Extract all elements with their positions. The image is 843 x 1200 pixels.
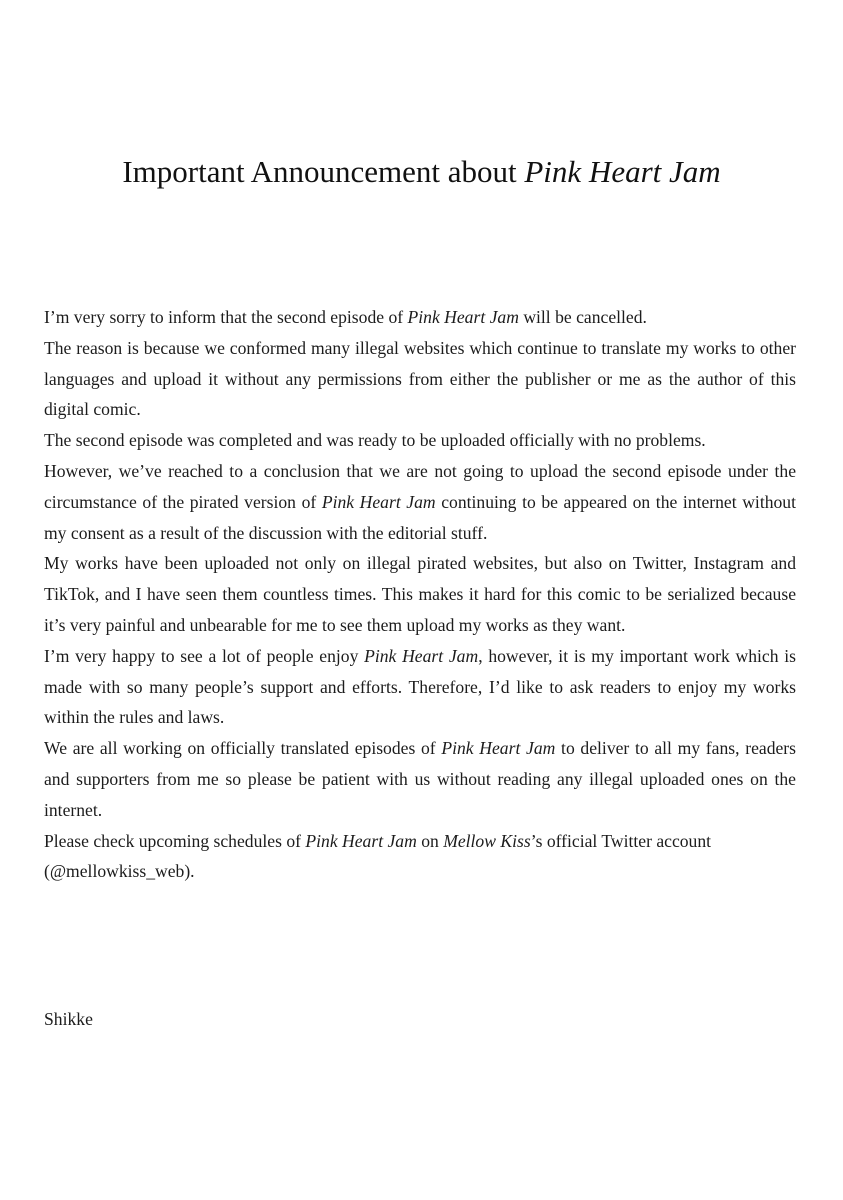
paragraph-piracy (44, 548, 796, 640)
title-emphasis: Pink Heart Jam (524, 154, 721, 189)
paragraph-text: However, we’ve reached to a conclusion that we are not going to upload the second episode under the circumstance of the pirated version of (44, 460, 796, 512)
paragraph-text: Please check upcoming schedules of (44, 830, 306, 851)
paragraph-schedule (44, 826, 796, 888)
paragraph-emphasis: Pink Heart Jam (407, 307, 519, 327)
author-signature: Shikke (44, 1009, 93, 1029)
announcement-body (44, 302, 796, 887)
paragraph-conclusion (44, 456, 796, 548)
paragraph-request (44, 641, 796, 733)
paragraph-text: I’m very sorry to inform that the second episode of (44, 307, 408, 327)
paragraph-emphasis: Pink Heart Jam (441, 738, 556, 759)
title-prefix: Important Announcement about (122, 154, 525, 189)
paragraph-emphasis: Pink Heart Jam (364, 645, 479, 666)
paragraph-text: The second episode was completed and was ready to be uploaded officially with no problems. (44, 430, 706, 451)
paragraph-emphasis: Pink Heart Jam (305, 830, 417, 851)
paragraph-text: I’m very happy to see a lot of people enjoy (44, 645, 365, 666)
paragraph-reason (44, 333, 796, 425)
paragraph-text: to deliver to all my fans, readers and supporters from me so please be patient with us without reading any illegal uploaded ones on the internet. (44, 738, 797, 820)
announcement-title (0, 150, 843, 194)
paragraph-text: will be cancelled. (518, 307, 647, 327)
paragraph-text: continuing to be appeared on the internet without my consent as a result of the discussion with the editorial stuff. (44, 491, 796, 543)
paragraph-cancellation (44, 302, 796, 333)
paragraph-text: on (416, 830, 444, 851)
paragraph-emphasis: Mellow Kiss (443, 830, 531, 851)
paragraph-text: My works have been uploaded not only on illegal pirated websites, but also on Twitter, Instagram and TikTok, and I have seen them countless times. This makes it hard for this comic to be serialized because it’s very painful and unbearable for me to see them upload my works as they want. (44, 553, 796, 635)
paragraph-text: ’s official Twitter account (@mellowkiss_web). (44, 830, 712, 882)
paragraph-completion (44, 425, 796, 456)
paragraph-text: The reason is because we conformed many illegal websites which continue to translate my works to other languages and upload it without any permissions from either the publisher or me as the author of this digital comic. (44, 337, 796, 420)
paragraph-text: , however, it is my important work which is made with so many people’s support and efforts. Therefore, I’d like to ask readers to enjoy my works within the rules and laws. (44, 645, 796, 728)
paragraph-official-translation (44, 733, 796, 825)
paragraph-text: We are all working on officially translated episodes of (44, 738, 442, 759)
paragraph-emphasis: Pink Heart Jam (321, 491, 436, 512)
